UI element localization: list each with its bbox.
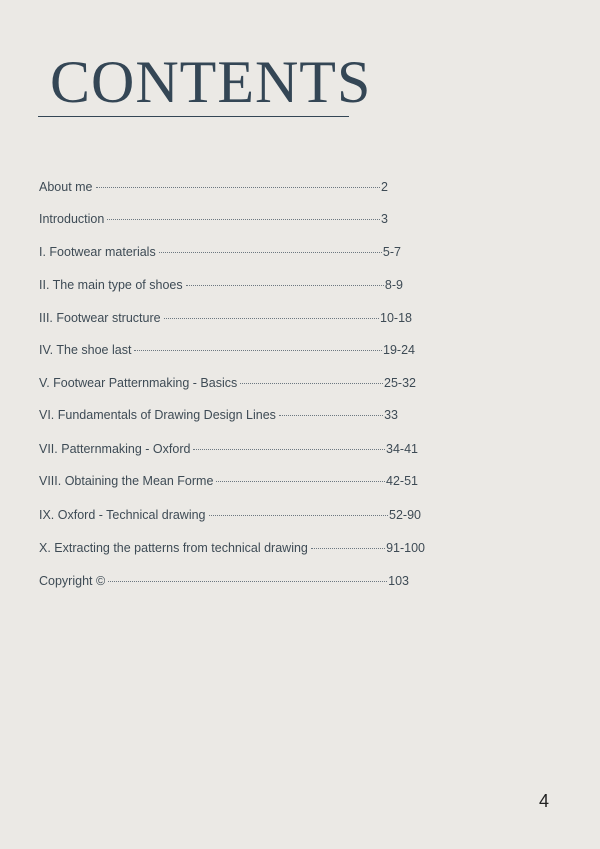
- toc-entry: [39, 574, 409, 588]
- toc-entry-label: Copyright ©: [39, 574, 106, 588]
- toc-entry-page: 25-32: [384, 376, 416, 390]
- dot-leader: [164, 318, 379, 319]
- dot-leader: [193, 449, 385, 450]
- toc-entry-page: 52-90: [389, 508, 421, 522]
- page-title: CONTENTS: [50, 49, 372, 115]
- toc-entry-label: IV. The shoe last: [39, 343, 132, 357]
- toc-entry-page: 3: [381, 212, 388, 226]
- dot-leader: [186, 285, 384, 286]
- toc-entry: [39, 442, 418, 456]
- toc-entry-label: VIII. Obtaining the Mean Forme: [39, 474, 214, 488]
- toc-entry-page: 8-9: [384, 278, 403, 292]
- toc-entry: [39, 541, 425, 555]
- toc-entry: [39, 212, 388, 226]
- dot-leader: [209, 515, 389, 516]
- toc-entry-label: VI. Fundamentals of Drawing Design Lines: [39, 408, 276, 422]
- toc-entry-page: 10-18: [380, 311, 412, 325]
- toc-entry-label: About me: [39, 180, 93, 194]
- dot-leader: [96, 187, 381, 188]
- toc-entry-label: V. Footwear Patternmaking - Basics: [39, 376, 238, 390]
- toc-entry-label: III. Footwear structure: [39, 311, 161, 325]
- dot-leader: [279, 415, 383, 416]
- toc-entry: [39, 311, 412, 325]
- toc-entry: [39, 180, 388, 194]
- toc-entry-label: IX. Oxford - Technical drawing: [39, 508, 206, 522]
- dot-leader: [216, 481, 385, 482]
- toc-entry: [39, 408, 398, 422]
- toc-entry-page: 2: [381, 180, 388, 194]
- toc-entry-label: I. Footwear materials: [39, 245, 156, 259]
- title-underline: [38, 116, 349, 117]
- toc-entry: [39, 376, 416, 390]
- toc-entry-page: 19-24: [383, 343, 415, 357]
- toc-entry-label: X. Extracting the patterns from technical drawing: [39, 541, 308, 555]
- dot-leader: [159, 252, 382, 253]
- toc-entry-page: 33: [384, 408, 398, 422]
- dot-leader: [134, 350, 382, 351]
- toc-entry-page: 103: [388, 574, 409, 588]
- toc-entry: [39, 508, 421, 522]
- page-number: 4: [539, 791, 550, 811]
- dot-leader: [311, 548, 385, 549]
- toc-entry-page: 42-51: [386, 474, 418, 488]
- toc-entry-label: Introduction: [39, 212, 105, 226]
- toc-entry-page: 5-7: [382, 245, 401, 259]
- dot-leader: [107, 219, 380, 220]
- toc-entry: [39, 343, 415, 357]
- toc-entry-label: VII. Patternmaking - Oxford: [39, 442, 191, 456]
- toc-entry: [39, 474, 418, 488]
- toc-entry: [39, 245, 401, 259]
- dot-leader: [240, 383, 383, 384]
- toc-entry-page: 91-100: [386, 541, 425, 555]
- toc-entry-label: II. The main type of shoes: [39, 278, 183, 292]
- dot-leader: [108, 581, 387, 582]
- toc-entry-page: 34-41: [386, 442, 418, 456]
- toc-entry: [39, 278, 403, 292]
